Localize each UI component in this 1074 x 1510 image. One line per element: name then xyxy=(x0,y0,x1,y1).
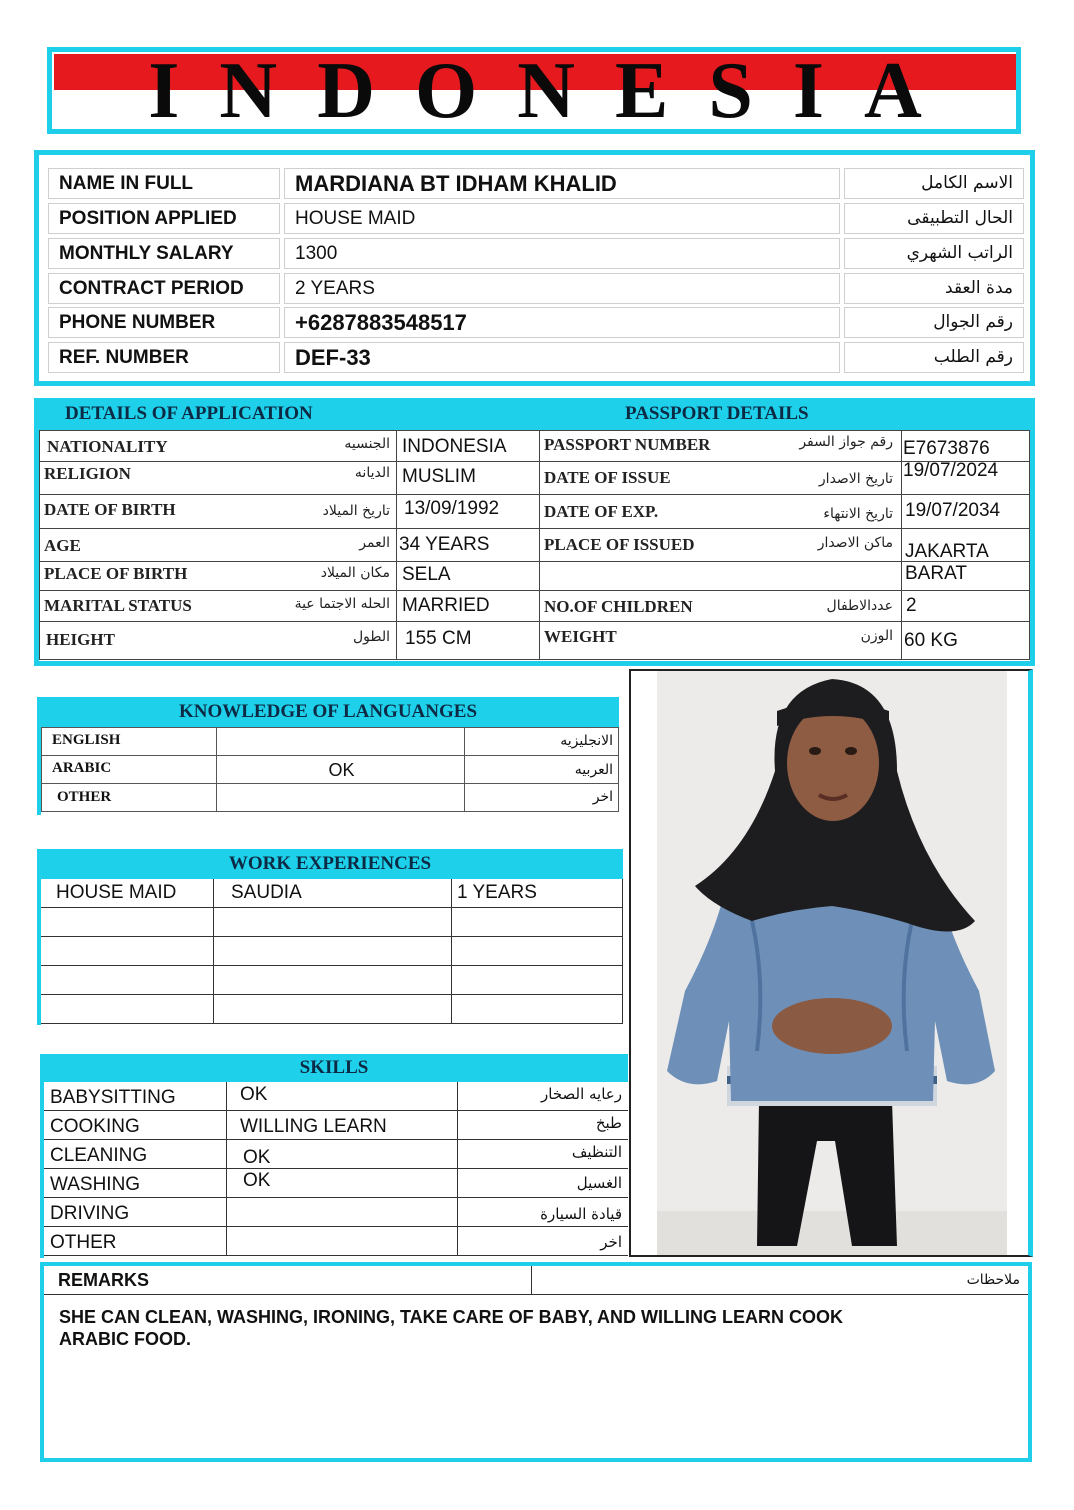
skill-value-babysitting: OK xyxy=(240,1084,268,1105)
lang-arabic-english: الانجليزيه xyxy=(560,733,613,749)
exp-date-arabic: تاريخ الانتهاء xyxy=(823,506,893,522)
country-title: INDONESIA xyxy=(148,47,962,135)
weight-value: 60 KG xyxy=(904,630,958,651)
lang-cell xyxy=(216,783,465,812)
value-name: MARDIANA BT IDHAM KHALID xyxy=(284,168,840,199)
languages-title: KNOWLEDGE OF LANGUANGES xyxy=(178,701,478,722)
personal-row xyxy=(48,342,1022,373)
lang-cell xyxy=(216,727,465,756)
label-name: NAME IN FULL xyxy=(48,168,280,199)
skill-label-cooking: COOKING xyxy=(50,1116,140,1137)
label-position: POSITION APPLIED xyxy=(48,203,280,234)
value-ref: DEF-33 xyxy=(284,342,840,373)
marital-arabic: الحله الاجتما عية xyxy=(294,596,390,612)
place-issued-label: PLACE OF ISSUED xyxy=(544,535,695,554)
lang-label-other: OTHER xyxy=(57,789,112,805)
label-salary: MONTHLY SALARY xyxy=(48,238,280,269)
remarks-box xyxy=(40,1262,1032,1462)
skill-arabic-driving: قيادة السيارة xyxy=(540,1205,622,1223)
children-arabic: عددالاطفال xyxy=(826,598,893,614)
issue-date-arabic: تاريخ الاصدار xyxy=(818,471,893,487)
weight-arabic: الوزن xyxy=(860,628,893,644)
height-arabic: الطول xyxy=(352,629,390,645)
value-phone: +6287883548517 xyxy=(284,307,840,338)
issue-date-value: 19/07/2024 xyxy=(903,460,999,481)
lang-label-english: ENGLISH xyxy=(52,732,121,748)
religion-label: RELIGION xyxy=(44,464,131,483)
height-value: 155 CM xyxy=(405,628,472,649)
personal-row xyxy=(48,273,1022,304)
lang-label-arabic: ARABIC xyxy=(52,760,112,776)
exp-date-label: DATE OF EXP. xyxy=(544,502,659,521)
skill-value-cleaning: OK xyxy=(243,1147,271,1168)
details-application-title: DETAILS OF APPLICATION xyxy=(65,403,313,424)
label-phone: PHONE NUMBER xyxy=(48,307,280,338)
skill-arabic-cleaning: التنظيف xyxy=(571,1143,622,1161)
lang-cell xyxy=(41,783,217,812)
personal-row xyxy=(48,238,1022,269)
pob-arabic: مكان الميلاد xyxy=(320,565,390,581)
personal-info-table xyxy=(34,150,1035,386)
arabic-salary: الراتب الشهري xyxy=(844,238,1024,269)
arabic-phone: رقم الجوال xyxy=(844,307,1024,338)
passport-number-label: PASSPORT NUMBER xyxy=(544,435,711,454)
lang-cell xyxy=(464,727,619,756)
dob-arabic: تاريخ الميلاد xyxy=(322,503,390,519)
remarks-text-line1: SHE CAN CLEAN, WASHING, IRONING, TAKE CARE OF BABY, AND WILLING LEARN COOK xyxy=(59,1307,844,1327)
lang-arabic-arabic: العربيه xyxy=(574,762,613,778)
lang-cell xyxy=(464,783,619,812)
work-table xyxy=(37,879,623,1025)
skill-arabic-babysitting: رعايه الصخار xyxy=(541,1085,622,1103)
place-issued-value-line2: BARAT xyxy=(905,563,967,584)
nationality-label: NATIONALITY xyxy=(47,437,168,456)
personal-row xyxy=(48,203,1022,234)
place-issued-value: JAKARTA xyxy=(905,541,989,562)
details-grid xyxy=(39,430,1030,660)
arabic-ref: رقم الطلب xyxy=(844,342,1024,373)
personal-row xyxy=(48,168,1022,199)
value-salary: 1300 xyxy=(284,238,840,269)
children-value: 2 xyxy=(906,595,917,616)
arabic-name: الاسم الكامل xyxy=(844,168,1024,199)
skills-title: SKILLS xyxy=(299,1057,369,1078)
age-label: AGE xyxy=(44,536,81,555)
remarks-arabic: ملاحظات xyxy=(966,1272,1020,1288)
lang-cell xyxy=(464,755,619,784)
weight-label: WEIGHT xyxy=(544,627,617,646)
skill-label-driving: DRIVING xyxy=(50,1203,130,1224)
age-value: 34 YEARS xyxy=(399,534,490,555)
nationality-arabic: الجنسيه xyxy=(344,436,390,452)
pob-value: SELA xyxy=(402,564,451,585)
skill-value-washing: OK xyxy=(243,1170,271,1191)
nationality-value: INDONESIA xyxy=(402,436,507,457)
arabic-position: الحال التطبيقى xyxy=(844,203,1024,234)
remarks-text-line2: ARABIC FOOD. xyxy=(59,1329,191,1349)
place-issued-arabic: ماكن الاصدار xyxy=(817,535,893,551)
marital-value: MARRIED xyxy=(402,595,490,616)
religion-value: MUSLIM xyxy=(402,466,476,487)
skills-table xyxy=(40,1082,628,1258)
height-label: HEIGHT xyxy=(46,630,115,649)
skill-value-cooking: WILLING LEARN xyxy=(240,1116,387,1137)
lang-cell xyxy=(41,755,217,784)
value-position: HOUSE MAID xyxy=(284,203,840,234)
skill-label-washing: WASHING xyxy=(50,1174,141,1195)
passport-number-value: E7673876 xyxy=(903,438,990,459)
skill-label-other: OTHER xyxy=(50,1232,117,1253)
skill-label-cleaning: CLEANING xyxy=(50,1145,148,1166)
person-photo-icon xyxy=(657,671,1007,1255)
work-country: SAUDIA xyxy=(231,882,302,903)
label-ref: REF. NUMBER xyxy=(48,342,280,373)
issue-date-label: DATE OF ISSUE xyxy=(544,468,671,487)
skill-label-babysitting: BABYSITTING xyxy=(50,1087,176,1108)
skill-arabic-cooking: طبخ xyxy=(595,1114,622,1132)
label-contract: CONTRACT PERIOD xyxy=(48,273,280,304)
work-title: WORK EXPERIENCES xyxy=(228,853,432,874)
value-contract: 2 YEARS xyxy=(284,273,840,304)
lang-cell xyxy=(216,755,465,784)
remarks-text xyxy=(59,1306,843,1350)
applicant-photo xyxy=(657,671,1007,1255)
lang-arabic-other: اخر xyxy=(592,789,613,805)
children-label: NO.OF CHILDREN xyxy=(544,597,693,616)
exp-date-value: 19/07/2034 xyxy=(905,500,1001,521)
skill-arabic-other: اخر xyxy=(600,1233,622,1251)
work-duration: 1 YEARS xyxy=(457,882,537,903)
lang-cell xyxy=(41,727,217,756)
age-arabic: العمر xyxy=(359,535,390,551)
work-position: HOUSE MAID xyxy=(56,882,177,903)
personal-row xyxy=(48,307,1022,338)
languages-table xyxy=(37,727,619,815)
passport-details-title: PASSPORT DETAILS xyxy=(625,403,809,424)
passport-number-arabic: رقم جواز السفر xyxy=(799,434,893,450)
arabic-contract: مدة العقد xyxy=(844,273,1024,304)
dob-value: 13/09/1992 xyxy=(404,498,500,519)
remarks-label: REMARKS xyxy=(58,1270,150,1290)
religion-arabic: الديانه xyxy=(354,465,390,481)
dob-label: DATE OF BIRTH xyxy=(44,500,176,519)
skill-arabic-washing: الغسيل xyxy=(576,1174,622,1192)
marital-label: MARITAL STATUS xyxy=(44,596,192,615)
lang-value-arabic: OK xyxy=(328,760,355,780)
pob-label: PLACE OF BIRTH xyxy=(44,564,188,583)
